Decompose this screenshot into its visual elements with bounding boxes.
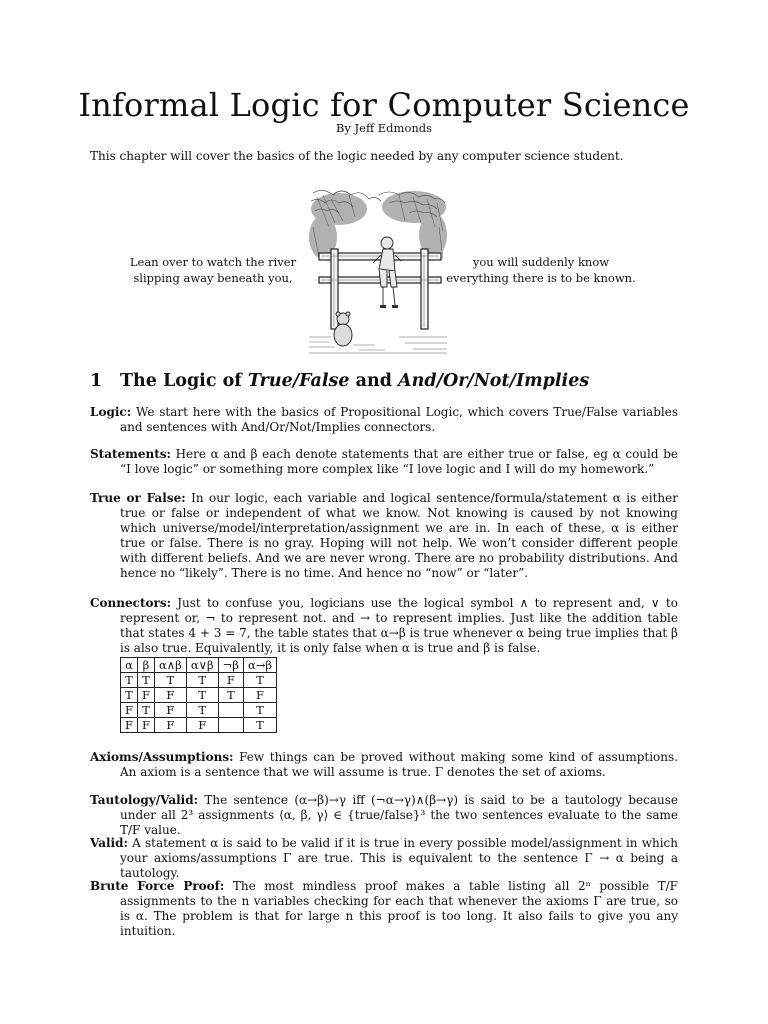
entry-term: Statements: [90,447,171,461]
entry-text: Here α and β each denote statements that are either true or false, eg α could be “I love logic” or something more complex like “I love logic and I will do my homework.” [120,447,678,476]
truth-table-cell: F [154,703,186,718]
truth-table-header: α→β [243,658,276,673]
document-title: Informal Logic for Computer Science [78,86,690,124]
entry-text: The most mindless proof makes a table listing all 2ⁿ possible T/F assignments to the n variables checking for each that whenever the axioms Γ are true, so is α. The problem is that for large n this proof is too long. It also fails to give you any intuition. [120,879,678,938]
truth-table-cell [218,718,243,733]
quote-right-line-1: you will suddenly know [472,255,610,269]
truth-table-cell: T [186,688,218,703]
truth-table-row [121,718,277,733]
entry-text: We start here with the basics of Propositional Logic, which covers True/False variables and sentences with And/Or/Not/Implies connectors. [120,405,678,434]
author-line: By Jeff Edmonds [335,121,433,135]
truth-table-cell: T [137,673,154,688]
truth-table-cell [218,703,243,718]
entry-valid [90,836,678,881]
section-number: 1 [90,371,103,391]
entry-text: A statement α is said to be valid if it is true in every possible model/assignment in which your axioms/assumptions Γ are true. This is equivalent to the sentence Γ → α being a tautology. [120,836,678,880]
entry-tautology [90,793,678,838]
truth-table-cell: T [154,673,186,688]
truth-table-cell: F [137,718,154,733]
truth-table-cell: T [218,688,243,703]
entry-brute-force [90,879,678,939]
truth-table-header: β [137,658,154,673]
quote-right-line-2: everything there is to be known. [446,271,636,285]
truth-table-cell: F [154,688,186,703]
section-title-part-4: And/Or/Not/Implies [398,371,590,391]
entry-term: Brute Force Proof: [90,879,225,893]
quote-right [446,254,636,286]
entry-connectors [90,596,678,656]
entry-true-false [90,491,678,581]
entry-term: Tautology/Valid: [90,793,199,807]
quote-left-line-2: slipping away beneath you, [133,271,293,285]
truth-table-cell: T [243,673,276,688]
truth-table-cell: T [243,718,276,733]
truth-table-header: α∧β [154,658,186,673]
truth-table-row [121,688,277,703]
truth-table-cell: F [121,703,138,718]
truth-table-cell: F [218,673,243,688]
quote-left-line-1: Lean over to watch the river [129,255,297,269]
truth-table-cell: F [137,688,154,703]
truth-table-cell: T [243,703,276,718]
truth-table-cell: T [121,673,138,688]
truth-table-header: α [121,658,138,673]
entry-text: Just to confuse you, logicians use the logical symbol ∧ to represent and, ∨ to represent or, ¬ to represent not. and → to represent implies. Just like the addition table that states 4 + 3 = 7, the table states that α→β is true whenever α being true implies that β is also true. Equivalently, it is only false when α is true and β is false. [120,596,678,655]
pooh-bridge-illustration [309,187,447,357]
truth-table-header: ¬β [218,658,243,673]
truth-table-cell: F [243,688,276,703]
truth-table-cell: T [137,703,154,718]
entry-axioms [90,750,678,780]
entry-term: Connectors: [90,596,171,610]
truth-table-row [121,673,277,688]
quote-left [118,254,308,286]
truth-table-cell: F [186,718,218,733]
truth-table-header-row [121,658,277,673]
truth-table-row [121,703,277,718]
section-title-part-2: True/False [247,371,350,391]
truth-table-cell: F [154,718,186,733]
entry-text: Few things can be proved without making some kind of assumptions. An axiom is a sentence that we will assume is true. Γ denotes the set of axioms. [120,750,678,779]
truth-table-cell: T [121,688,138,703]
truth-table [120,657,277,733]
section-title-part-1: The Logic of [120,371,248,391]
entry-logic [90,405,678,435]
entry-term: Axioms/Assumptions: [90,750,234,764]
entry-statements [90,447,678,477]
entry-term: Valid: [90,836,128,850]
truth-table-cell: T [186,703,218,718]
truth-table-header: α∨β [186,658,218,673]
entry-term: True or False: [90,491,186,505]
entry-text: The sentence (α→β)→γ iff (¬α→γ)∧(β→γ) is said to be a tautology because under all 2³ assignments ⟨α, β, γ⟩ ∈ {true/false}³ the two sentences evaluate to the same T/F value. [120,793,678,837]
intro-paragraph: This chapter will cover the basics of the logic needed by any computer science student. [90,149,624,163]
section-title-part-3: and [349,371,399,391]
entry-text: In our logic, each variable and logical sentence/formula/statement α is either true or false or independent of what we know. Not knowing is caused by not knowing which universe/model/interpretation/assignment we are in. In each of these, α is either true or false. There is no gray. Hoping will not help. We won’t consider different people with different beliefs. And we are never wrong. There are no probability distributions. And hence no “likely”. There is no time. And hence no “now” or “later”. [120,491,678,580]
truth-table-cell: F [121,718,138,733]
section-heading [90,371,589,391]
truth-table-cell: T [186,673,218,688]
entry-term: Logic: [90,405,132,419]
